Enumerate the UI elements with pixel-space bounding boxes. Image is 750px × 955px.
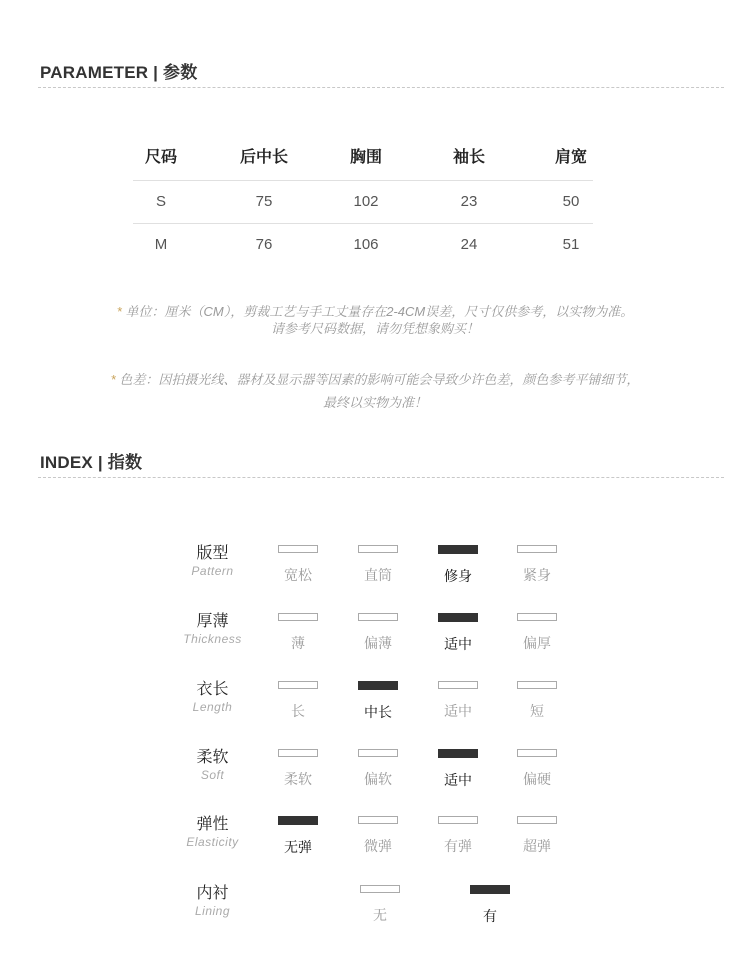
index-label-zh: 柔软 [196, 749, 229, 766]
index-option-label: 适中 [444, 703, 472, 719]
index-option-label: 无 [373, 907, 387, 923]
index-label-zh: 厚薄 [196, 613, 229, 630]
index-row [170, 816, 590, 866]
index-row [170, 545, 590, 595]
color-note-text: 色差：因拍摄光线、器材及显示器等因素的影响可能会导致少许色差，颜色参考平铺细节， [115, 372, 640, 387]
index-bar [358, 749, 398, 757]
index-option [348, 613, 408, 653]
index-bar [517, 681, 557, 689]
index-option [507, 613, 567, 653]
index-option-label: 适中 [444, 636, 472, 652]
index-option-label: 宽松 [284, 567, 312, 583]
index-row-label [170, 545, 255, 579]
index-option-label: 短 [530, 703, 544, 719]
index-row [170, 613, 590, 663]
index-divider [38, 477, 724, 478]
index-option-label: 中长 [364, 704, 392, 720]
index-option-label: 有 [483, 908, 497, 924]
table-row [133, 223, 593, 266]
index-bar-selected [470, 885, 510, 894]
index-option-label: 偏硬 [523, 771, 551, 787]
index-bar-selected [438, 749, 478, 758]
index-option-label: 薄 [291, 635, 305, 651]
index-option [348, 681, 408, 722]
index-bar [438, 816, 478, 824]
index-bar [517, 545, 557, 553]
index-option-label: 修身 [444, 568, 472, 584]
index-title: INDEX | 指数 [40, 453, 143, 472]
index-row [170, 681, 590, 731]
index-label-en: Lining [194, 904, 231, 918]
index-option [428, 816, 488, 856]
header-back-length: 后中长 [239, 149, 288, 166]
index-bar [517, 613, 557, 621]
index-label-zh: 版型 [196, 545, 229, 562]
unit-note-line2: 请参考尺码数据，请勿凭想象购买！ [270, 321, 479, 336]
color-note-line1 [40, 368, 710, 391]
index-label-zh: 衣长 [196, 681, 229, 698]
table-cell: 76 [255, 236, 273, 253]
index-label-en: Thickness [183, 632, 242, 646]
index-bar-selected [438, 545, 478, 554]
table-cell: 23 [460, 193, 478, 210]
index-option [268, 613, 328, 653]
index-bar [358, 545, 398, 553]
table-cell: M [154, 236, 168, 253]
index-option [348, 749, 408, 789]
index-row-label [170, 613, 255, 647]
index-option-label: 偏薄 [364, 635, 392, 651]
index-label-en: Soft [200, 768, 225, 782]
size-table [133, 135, 593, 266]
index-bar-selected [278, 816, 318, 825]
table-cell: 24 [460, 236, 478, 253]
index-option-label: 适中 [444, 772, 472, 788]
index-bar [358, 613, 398, 621]
index-bar [517, 749, 557, 757]
unit-note [40, 303, 710, 337]
header-size: 尺码 [144, 149, 177, 166]
index-bar [438, 681, 478, 689]
index-option [268, 816, 328, 857]
index-option [460, 885, 520, 926]
table-cell: 106 [353, 236, 379, 253]
index-row-label [170, 885, 255, 919]
table-cell: 51 [562, 236, 580, 253]
color-note-line2: 最终以实物为准！ [322, 395, 427, 410]
index-bar [517, 816, 557, 824]
header-chest: 胸围 [349, 149, 382, 166]
index-option [428, 681, 488, 721]
index-label-en: Elasticity [186, 835, 239, 849]
index-option [268, 681, 328, 721]
index-option [507, 749, 567, 789]
size-table-header [133, 135, 593, 180]
index-row-label [170, 749, 255, 783]
index-bar [278, 681, 318, 689]
index-row [170, 749, 590, 799]
index-bar [278, 613, 318, 621]
index-option-label: 偏软 [364, 771, 392, 787]
index-option [428, 545, 488, 586]
color-note [40, 368, 710, 414]
parameter-divider [38, 87, 724, 88]
index-option [507, 545, 567, 585]
header-sleeve: 袖长 [452, 149, 485, 166]
table-row [133, 180, 593, 223]
index-label-zh: 弹性 [196, 816, 229, 833]
index-option-label: 无弹 [284, 839, 312, 855]
index-bar [360, 885, 400, 893]
table-cell: 50 [562, 193, 580, 210]
index-option [348, 816, 408, 856]
index-option [428, 749, 488, 790]
index-option-label: 有弹 [444, 838, 472, 854]
index-bar [278, 749, 318, 757]
index-option-label: 直筒 [364, 567, 392, 583]
index-row-label [170, 816, 255, 850]
index-row [170, 885, 590, 935]
index-option [350, 885, 410, 925]
index-bar [358, 816, 398, 824]
index-option-label: 偏厚 [523, 635, 551, 651]
index-label-zh: 内衬 [196, 885, 229, 902]
table-cell: S [155, 193, 166, 210]
index-row-label [170, 681, 255, 715]
index-option-label: 长 [291, 703, 305, 719]
header-shoulder: 肩宽 [554, 149, 587, 166]
index-option-label: 柔软 [284, 771, 312, 787]
star-mark: * [110, 372, 116, 387]
index-bar-selected [438, 613, 478, 622]
index-option [268, 749, 328, 789]
index-option [507, 816, 567, 856]
table-cell: 102 [353, 193, 379, 210]
index-option [348, 545, 408, 585]
index-option-label: 微弹 [364, 838, 392, 854]
index-bar [278, 545, 318, 553]
table-cell: 75 [255, 193, 273, 210]
star-mark: * [116, 304, 122, 319]
index-label-en: Pattern [191, 564, 234, 578]
index-option-label: 超弹 [523, 838, 551, 854]
index-option-label: 紧身 [523, 567, 551, 583]
index-label-en: Length [192, 700, 233, 714]
index-option [507, 681, 567, 721]
unit-note-line1 [40, 303, 710, 320]
index-bar-selected [358, 681, 398, 690]
parameter-title: PARAMETER | 参数 [40, 63, 198, 82]
unit-note-text: 单位：厘米（CM），剪裁工艺与手工丈量存在2-4CM误差，尺寸仅供参考，以实物为准。 [121, 304, 634, 319]
index-option [268, 545, 328, 585]
index-option [428, 613, 488, 654]
